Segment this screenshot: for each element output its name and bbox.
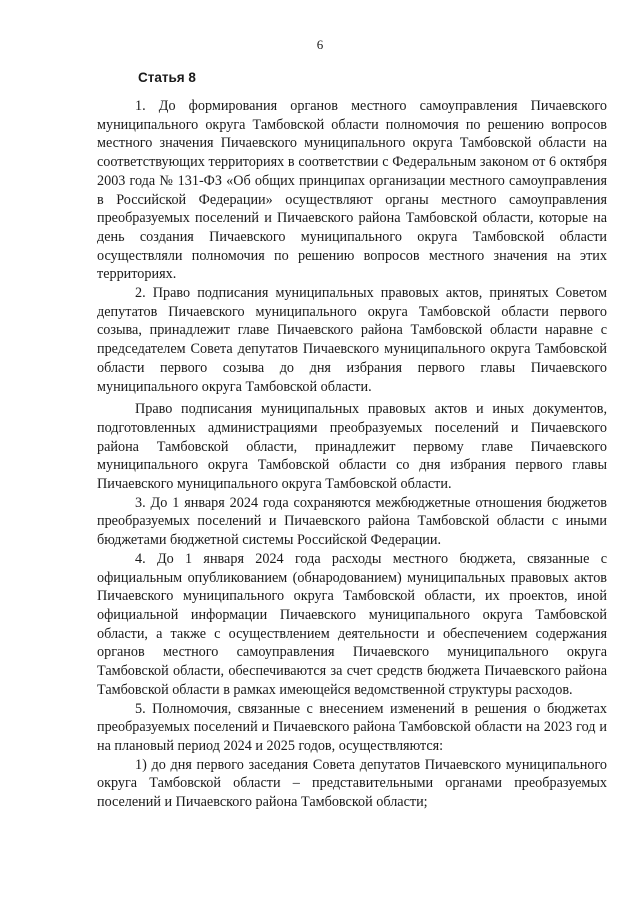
paragraph-5-item-1: 1) до дня первого заседания Совета депутатов Пичаевского муниципального округа Тамбовской области – представительными органами преобразуемых поселений и Пичаевского района Тамбовской области; — [97, 756, 607, 811]
paragraph-4: 4. До 1 января 2024 года расходы местного бюджета, связанные с официальным опубликованием (обнародованием) муниципальных правовых актов Пичаевского муниципального округа Тамбовской области, их проектов, иной официальной информации Пичаевского муниципального округа Тамбовской области, а также с осуществлением деятельности и обеспечением содержания органов местного самоуправления Пичаевского муниципального округа Тамбовской области, обеспечиваются за счет средств бюджета Пичаевского района Тамбовской области в рамках имеющейся ведомственной структуры расходов. — [97, 550, 607, 698]
paragraph-1: 1. До формирования органов местного самоуправления Пичаевского муниципального округа Тамбовской области полномочия по решению вопросов местного значения Пичаевского муниципального округа Тамбовской области на соответствующих территориях в соответствии с Федеральным законом от 6 октября 2003 года № 131-ФЗ «Об общих принципах организации местного самоуправления в Российской Федерации» осуществляют органы местного самоуправления преобразуемых поселений и Пичаевского района Тамбовской области, которые на день создания Пичаевского муниципального округа Тамбовской области осуществляли полномочия по решению вопросов местного значения на этих территориях. — [97, 98, 607, 283]
page-number: 6 — [316, 37, 324, 52]
article-body — [97, 97, 607, 812]
paragraph-2: 2. Право подписания муниципальных правовых актов, принятых Советом депутатов Пичаевского муниципального округа Тамбовской области первого созыва, принадлежит главе Пичаевского района Тамбовской области наравне с председателем Совета депутатов Пичаевского муниципального округа Тамбовской области первого созыва до дня избрания первого главы Пичаевского муниципального округа Тамбовской области. — [97, 285, 607, 395]
paragraph-3: 3. До 1 января 2024 года сохраняются межбюджетные отношения бюджетов преобразуемых поселений и Пичаевского района Тамбовской области с иными бюджетами бюджетной системы Российской Федерации. — [97, 494, 607, 549]
paragraph-2-continued: Право подписания муниципальных правовых актов и иных документов, подготовленных администрациями преобразуемых поселений и Пичаевского района Тамбовской области, принадлежит первому главе Пичаевского муниципального округа Тамбовской области со дня избрания первого главы Пичаевского муниципального округа Тамбовской области. — [97, 401, 607, 493]
paragraph-5: 5. Полномочия, связанные с внесением изменений в решения о бюджетах преобразуемых поселений и Пичаевского района Тамбовской области на 2023 год и на плановый период 2024 и 2025 годов, осуществляются: — [97, 700, 607, 754]
article-heading: Статья 8 — [138, 70, 196, 85]
